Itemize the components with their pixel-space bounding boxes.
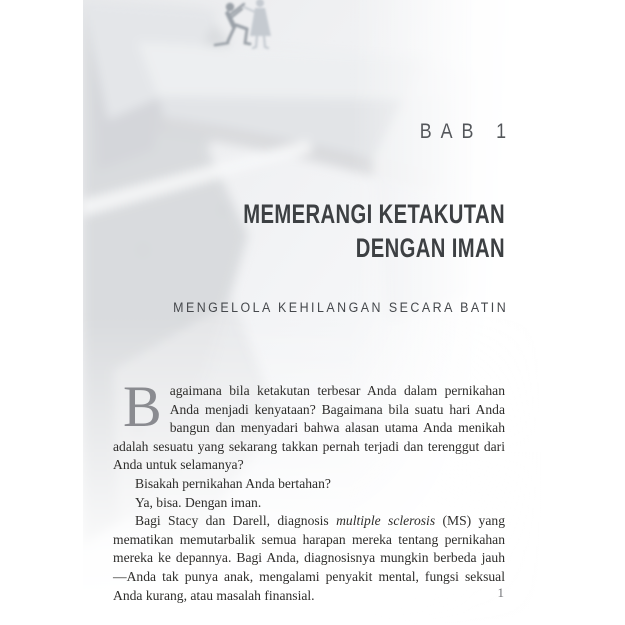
paragraph-1 [113,374,505,475]
paragraph-4-after-italic: (MS) yang mematikan memutarbalik semua harapan mereka tentang pernikahan mereka ke depannya. Bagi Anda, diagnosisnya mungkin berbeda jauh—Anda tak punya anak, mengalami penyakit mental, fungsi seksual Anda kurang, atau masalah finansial. [113,513,505,603]
body-text [113,374,505,605]
paragraph-2: Bisakah pernikahan Anda bertahan? [135,475,331,491]
paragraph-1-text: agaimana bila ketakutan terbesar Anda dalam pernikahan Anda menjadi kenyataan? Bagaimana bila suatu hari Anda bangun dan menyadari bahwa alasan utama Anda menikah adalah sesuatu yang sekarang takkan pernah terjadi dan terenggut dari Anda untuk selamanya? [113,383,505,473]
chapter-page-content [113,0,516,625]
chapter-label: BAB 1 [420,120,516,143]
paragraph-4 [113,512,505,605]
chapter-title-line1: MEMERANGI KETAKUTAN [243,199,505,229]
dropcap-letter: B [123,374,162,439]
chapter-title [156,197,505,265]
paragraph-4-before-italic: Bagi Stacy dan Darell, diagnosis [135,513,337,529]
page-number: 1 [497,585,504,600]
paragraph-4-italic-term: multiple sclerosis [336,513,436,529]
chapter-title-line2: DENGAN IMAN [355,233,505,263]
paragraph-3: Ya, bisa. Dengan iman. [135,494,262,510]
chapter-subtitle: MENGELOLA KEHILANGAN SECARA BATIN [172,300,508,315]
